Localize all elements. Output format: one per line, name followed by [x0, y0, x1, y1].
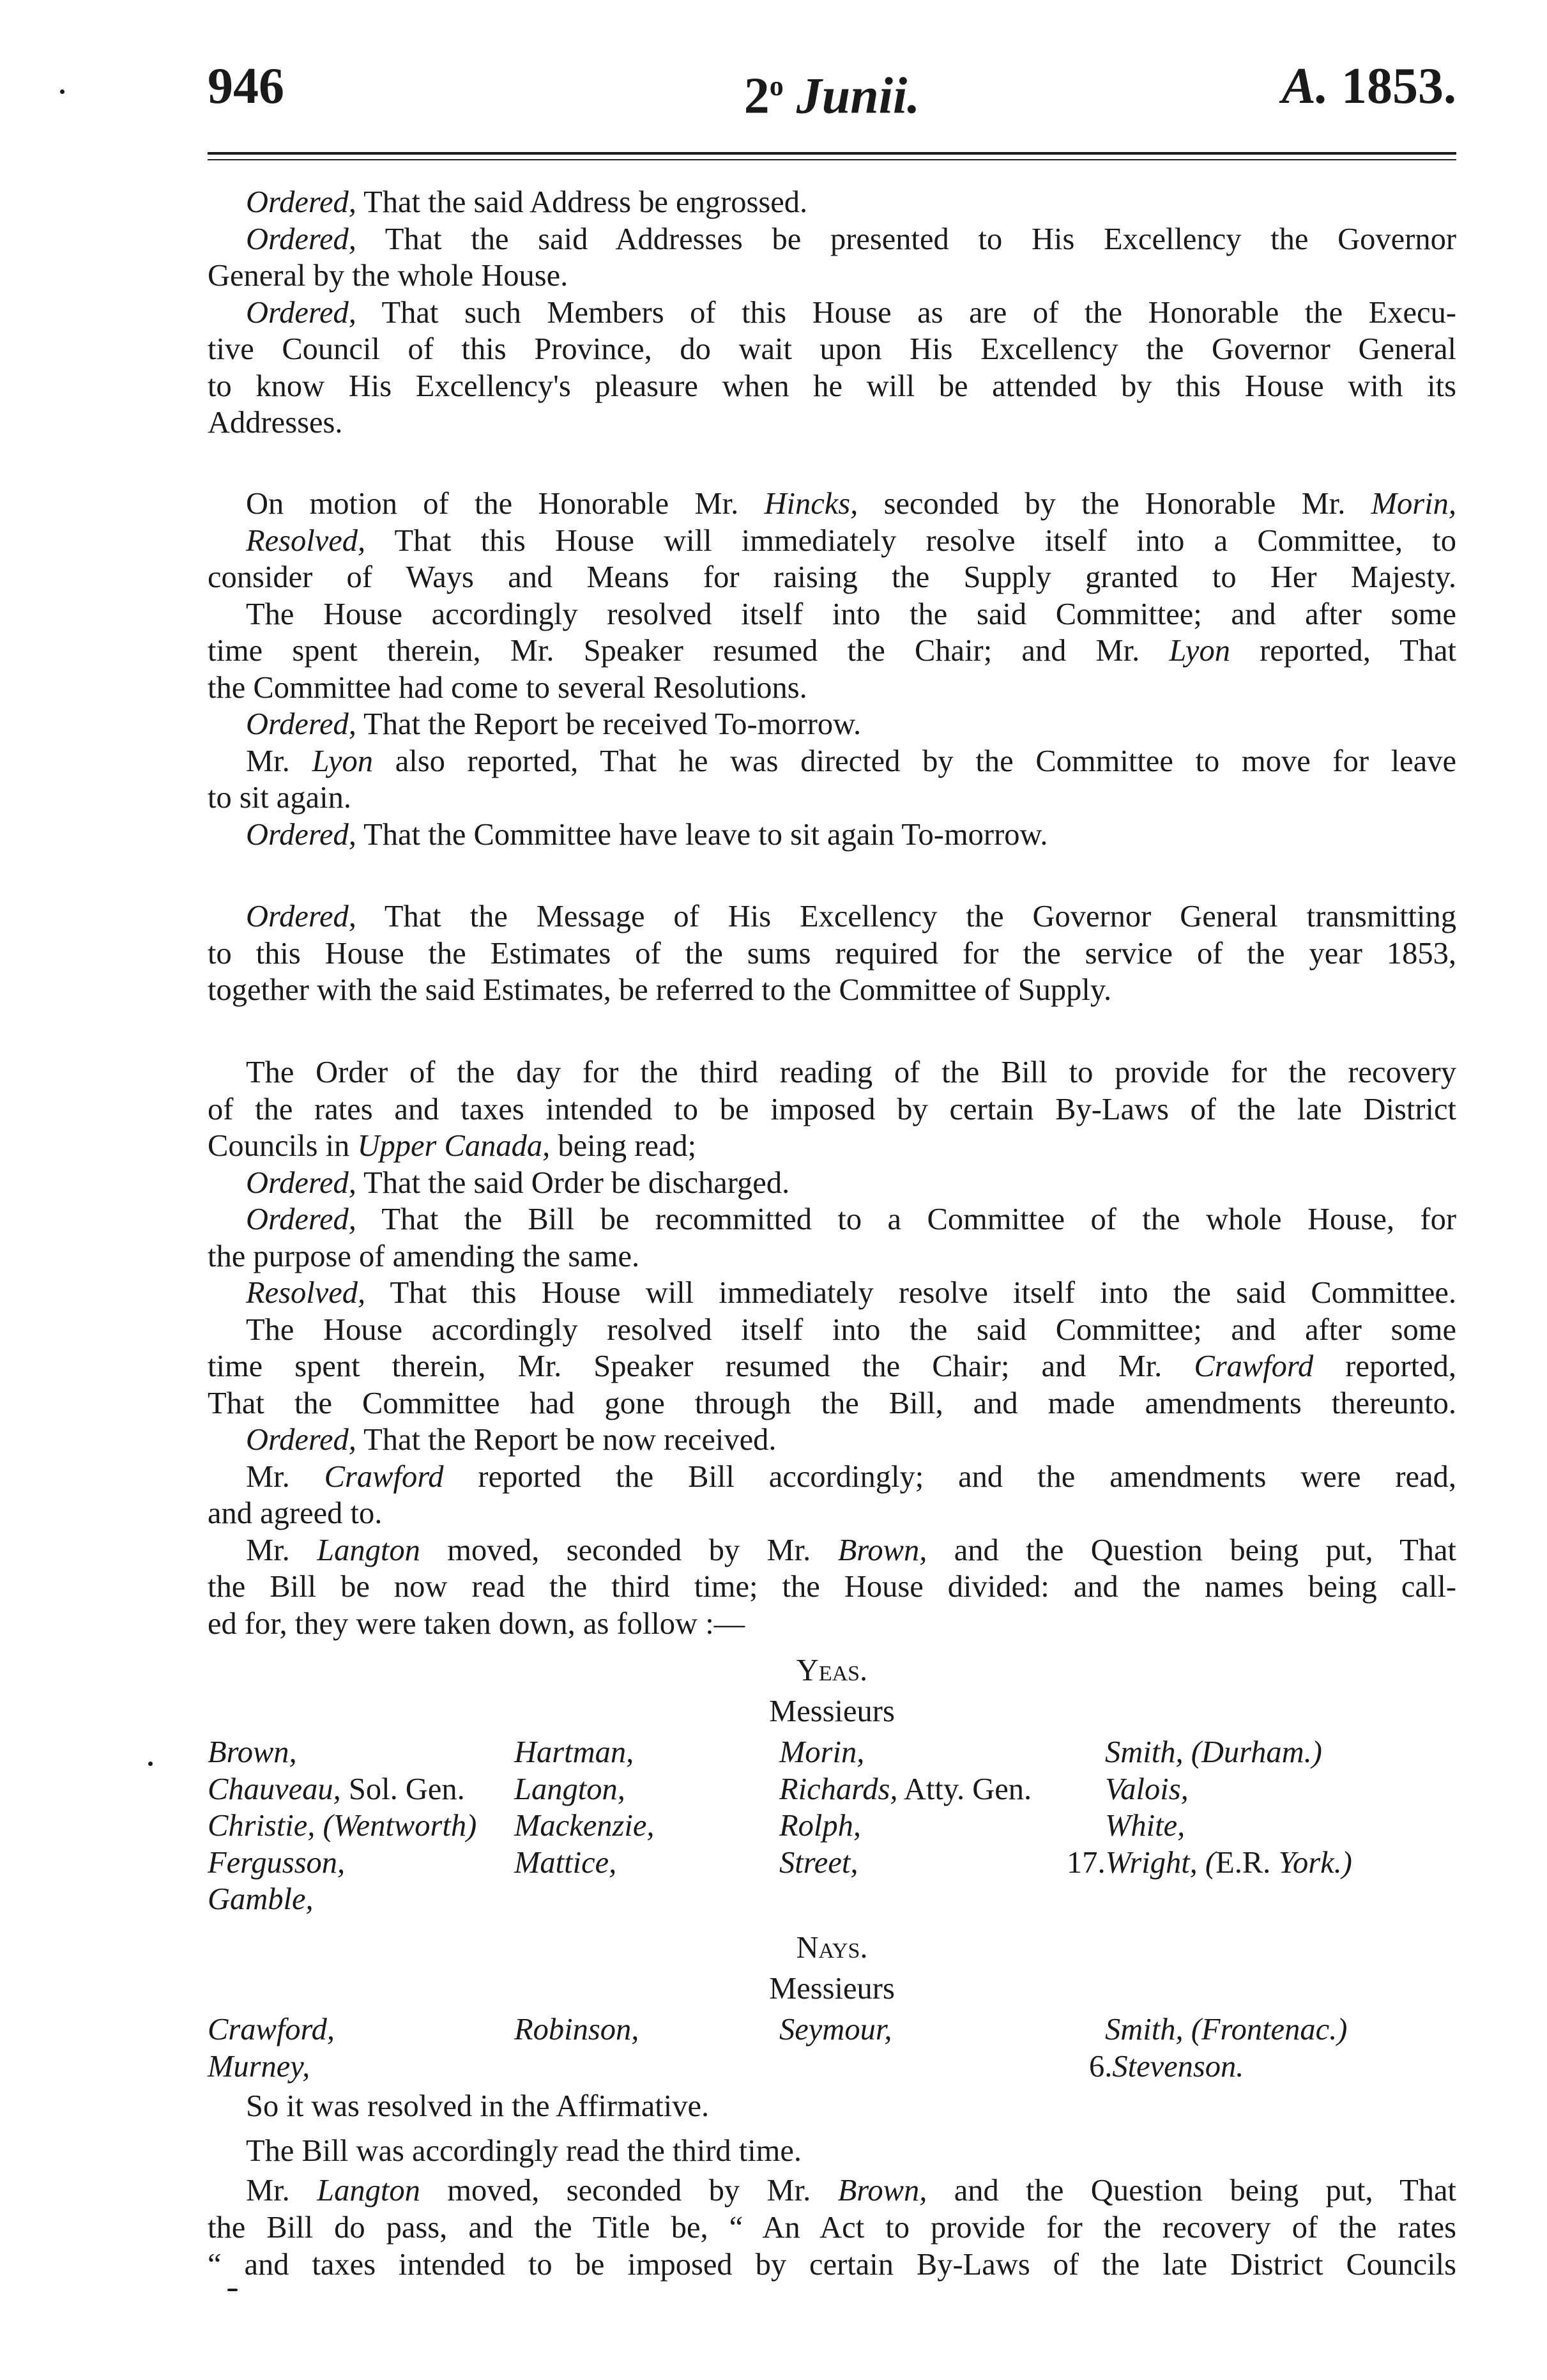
text-line: Ordered, That the Bill be recommitted to a Committee of the whole House, for: [246, 1202, 1456, 1236]
text-line: The House accordingly resolved itself into the said Committee; and after some: [246, 1312, 1456, 1347]
member-name: Brown,: [208, 1735, 297, 1769]
text-line: to this House the Estimates of the sums required for the service of the year 1853,: [208, 936, 1456, 971]
text-line: That the Committee had gone through the Bill, and made amendments thereunto.: [208, 1386, 1456, 1420]
text-line: The House accordingly resolved itself into the said Committee; and after some: [246, 597, 1456, 631]
text-line: together with the said Estimates, be referred to the Committee of Supply.: [208, 973, 1112, 1007]
header-rule-thick: [208, 152, 1456, 155]
text-line: to know His Excellency's pleasure when he will be attended by this House with its: [208, 369, 1456, 403]
text-line: Ordered, That the said Order be discharged.: [246, 1165, 790, 1200]
header-year: [1282, 51, 1456, 121]
text-line: time spent therein, Mr. Speaker resumed the Chair; and Mr. Lyon reported, That: [208, 634, 1456, 668]
member-name: Chauveau, Sol. Gen.: [208, 1772, 465, 1806]
header-day-sup: o: [769, 70, 784, 102]
text-line: The Bill was accordingly read the third time.: [246, 2134, 802, 2168]
member-name: 6.Stevenson.: [1089, 2049, 1244, 2084]
text-line: Ordered, That the Message of His Excellency the Governor General transmitting: [246, 900, 1456, 933]
text-line: time spent therein, Mr. Speaker resumed the Chair; and Mr. Crawford reported,: [208, 1349, 1456, 1383]
member-name: White,: [1105, 1809, 1185, 1843]
member-name: Mackenzie,: [514, 1809, 655, 1843]
page-number: 946: [208, 58, 284, 114]
member-name: Crawford,: [208, 2013, 335, 2046]
member-name: Morin,: [779, 1735, 865, 1769]
member-name: Langton,: [514, 1772, 625, 1806]
text-line: Resolved, That this House will immediately resolve itself into the said Committee.: [246, 1276, 1456, 1310]
text-line: Ordered, That the said Address be engrossed.: [246, 185, 808, 219]
member-name: Mattice,: [514, 1845, 617, 1880]
nays-messieurs: Messieurs: [769, 1972, 895, 2006]
text-line: the Committee had come to several Resolutions.: [208, 670, 807, 705]
member-name: Smith, (Durham.): [1105, 1735, 1322, 1769]
text-line: “ and taxes intended to be imposed by certain By-Laws of the late District Councils: [208, 2248, 1456, 2282]
text-line: the Bill do pass, and the Title be, “ An Act to provide for the recovery of the rates: [208, 2211, 1456, 2245]
text-line: So it was resolved in the Affirmative.: [246, 2089, 710, 2123]
text-line: Ordered, That the Committee have leave to sit again To-morrow.: [246, 817, 1048, 852]
scan-speck: [148, 1762, 153, 1766]
member-name: Seymour,: [779, 2013, 892, 2046]
header-day: 2: [743, 68, 770, 125]
text-line: Ordered, That the said Addresses be presented to His Excellency the Governor: [246, 222, 1456, 256]
yeas-heading: Yeas.: [796, 1654, 868, 1687]
text-line: On motion of the Honorable Mr. Hincks, seconded by the Honorable Mr. Morin,: [246, 487, 1457, 521]
nays-heading: Nays.: [796, 1931, 868, 1965]
text-line: ed for, they were taken down, as follow :—: [208, 1606, 745, 1641]
text-line: the Bill be now read the third time; the House divided: and the names being call-: [208, 1570, 1456, 1604]
yeas-messieurs: Messieurs: [769, 1694, 895, 1728]
member-name: Street,: [779, 1845, 858, 1880]
member-name: Valois,: [1105, 1772, 1189, 1806]
member-name: Richards, Atty. Gen.: [779, 1772, 1032, 1806]
header-date: [208, 51, 1456, 132]
text-line: The Order of the day for the third reading of the Bill to provide for the recovery: [246, 1056, 1456, 1089]
member-name: Rolph,: [779, 1809, 861, 1843]
text-line: of the rates and taxes intended to be imposed by certain By-Laws of the late District: [208, 1092, 1456, 1126]
text-line: Mr. Crawford reported the Bill accordingly; and the amendments were read,: [246, 1459, 1456, 1494]
text-line: Addresses.: [208, 406, 343, 440]
text-line: Mr. Langton moved, seconded by Mr. Brown, and the Question being put, That: [246, 1533, 1456, 1567]
member-name: Murney,: [208, 2049, 310, 2084]
text-line: Mr. Lyon also reported, That he was directed by the Committee to move for leave: [246, 744, 1456, 778]
nays-count: 6.: [1089, 2049, 1113, 2084]
text-line: Resolved, That this House will immediately resolve itself into a Committee, to: [246, 523, 1456, 558]
yeas-count: 17.: [1067, 1845, 1106, 1880]
text-line: to sit again.: [208, 781, 351, 815]
header-year-value: 1853.: [1341, 58, 1456, 114]
member-name: 17.Wright, (E.R. York.): [1067, 1845, 1352, 1880]
member-name: Smith, (Frontenac.): [1105, 2013, 1348, 2046]
text-line: Councils in Upper Canada, being read;: [208, 1129, 697, 1163]
text-line: tive Council of this Province, do wait upon His Excellency the Governor General: [208, 332, 1456, 366]
member-name: Gamble,: [208, 1882, 314, 1916]
member-name: Fergusson,: [208, 1845, 346, 1880]
header-month: Junii.: [796, 68, 920, 125]
scan-speck: [60, 89, 65, 94]
text-line: Ordered, That the Report be now received.: [246, 1423, 777, 1457]
header-rule-thin: [208, 159, 1456, 160]
scan-speck: [227, 2289, 238, 2291]
text-line: Ordered, That the Report be received To-morrow.: [246, 707, 862, 741]
member-name: Christie, (Wentworth): [208, 1809, 477, 1843]
member-name: Hartman,: [514, 1735, 634, 1769]
text-line: Ordered, That such Members of this House as are of the Honorable the Execu-: [246, 295, 1456, 330]
member-name: Robinson,: [514, 2013, 639, 2046]
text-line: consider of Ways and Means for raising the Supply granted to Her Majesty.: [208, 560, 1456, 594]
text-line: the purpose of amending the same.: [208, 1239, 640, 1273]
text-line: General by the whole House.: [208, 259, 568, 293]
text-line: Mr. Langton moved, seconded by Mr. Brown, and the Question being put, That: [246, 2174, 1456, 2207]
header-era: A.: [1281, 58, 1329, 114]
page-header: [208, 51, 1456, 125]
text-line: and agreed to.: [208, 1496, 383, 1530]
